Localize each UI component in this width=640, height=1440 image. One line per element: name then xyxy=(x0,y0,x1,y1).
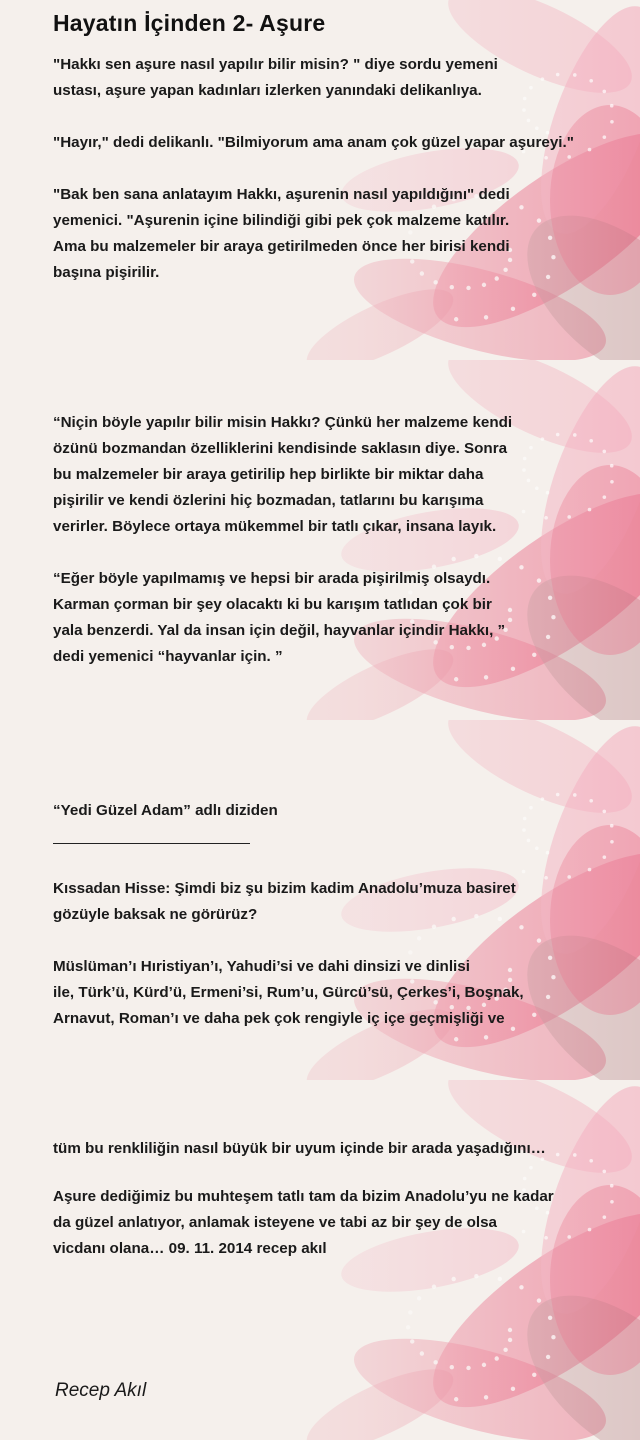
poem-title: Hayatın İçinden 2- Aşure xyxy=(53,10,326,36)
poem-author: Recep Akıl xyxy=(55,1380,147,1401)
poem-paragraph-4: “Niçin böyle yapılır bilir misin Hakkı? Çünkü her malzeme kendi özünü bozmandan özelliklerini kendisinde saklasın diye. Sonra bu malzemeler bir araya getirilip hep birlikte bir miktar daha pişirilir ve kendi özlerini hiç bozmadan, tatlarını bu karışıma verirler. Böylece ortaya mükemmel bir tatlı çıkar, insana layık. xyxy=(53,414,513,535)
poem-paragraph-10: Aşure dediğimiz bu muhteşem tatlı tam da bizim Anadolu’yu ne kadar da güzel anlatıyor, anlamak isteyene ve tabi az bir şey de olsa vicdanı olana… 09. 11. 2014 recep akıl xyxy=(53,1188,554,1257)
poem-paragraph-3: "Bak ben sana anlatayım Hakkı, aşurenin nasıl yapıldığını" dedi yemenici. "Aşurenin içine bilindiği gibi pek çok malzeme katılır. Ama bu malzemeler bir araya getirilmeden önce her birisi kendi başına pişirilir. xyxy=(53,186,510,281)
poem-paragraph-7: Kıssadan Hisse: Şimdi biz şu bizim kadim Anadolu’muza basiret gözüyle baksak ne görürüz? xyxy=(53,880,516,923)
poem-paragraph-6: “Yedi Güzel Adam” adlı diziden xyxy=(53,802,278,819)
poem-paragraph-8: Müslüman’ı Hıristiyan’ı, Yahudi’si ve dahi dinsizi ve dinlisi ile, Türk’ü, Kürd’ü, Ermeni’si, Rum’u, Gürcü’sü, Çerkes’i, Boşnak, Arnavut, Roman’ı ve daha pek çok rengiyle iç içe geçmişliği ve xyxy=(53,958,524,1027)
poem-paragraph-1: "Hakkı sen aşure nasıl yapılır bilir misin? " diye sordu yemeni ustası, aşure yapan kadınları izlerken yanındaki delikanlıya. xyxy=(53,56,498,99)
poem-paragraph-2: "Hayır," dedi delikanlı. "Bilmiyorum ama anam çok güzel yapar aşureyi." xyxy=(53,134,574,151)
divider-line xyxy=(53,843,250,844)
poem-paragraph-9: tüm bu renkliliğin nasıl büyük bir uyum içinde bir arada yaşadığını… xyxy=(53,1140,546,1157)
poem-paragraph-5: “Eğer böyle yapılmamış ve hepsi bir arada pişirilmiş olsaydı. Karman çorman bir şey olacaktı ki bu karışım tatlıdan çok bir yala benzerdi. Yal da insan için değil, hayvanlar içindir Hakkı, ” dedi yemenici “hayvanlar için. ” xyxy=(53,570,506,665)
